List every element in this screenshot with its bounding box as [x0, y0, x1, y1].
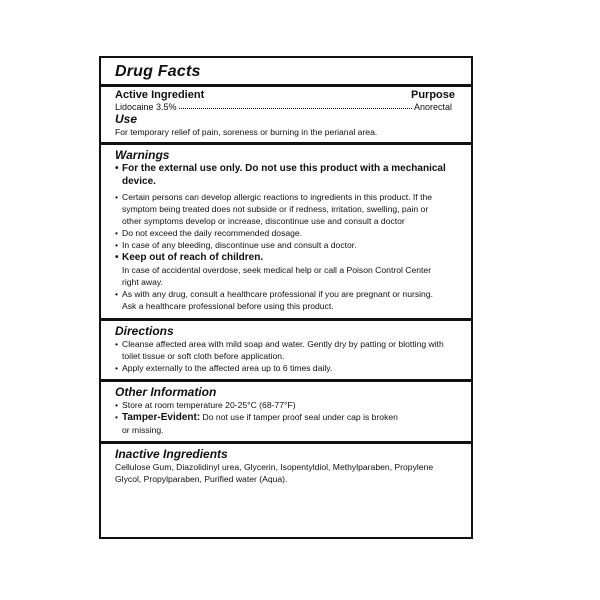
inactive-ingredients-text: [115, 461, 465, 485]
direction-text: Apply externally to the affected area up to 6 times daily.: [122, 363, 333, 373]
section-rule: [101, 318, 471, 321]
ingredient-purpose: Anorectal: [413, 102, 452, 112]
list-item: [115, 162, 465, 188]
section-rule: [101, 142, 471, 145]
list-item: [115, 362, 465, 374]
list-item: [115, 288, 465, 312]
bullet-icon: •: [115, 289, 119, 299]
bullet-icon: •: [115, 363, 119, 373]
warning-text: Do not exceed the daily recommended dosage.: [122, 228, 303, 238]
panel-title: Drug Facts: [115, 63, 201, 80]
warning-text: Keep out of reach of children.: [122, 252, 264, 263]
list-item: [115, 338, 465, 362]
bullet-icon: •: [115, 240, 119, 250]
direction-text: toilet tissue or soft cloth before application.: [122, 351, 285, 361]
warning-text: As with any drug, consult a healthcare professional if you are pregnant or nursing.: [122, 289, 433, 299]
ingredient-name: Lidocaine 3.5%: [115, 102, 177, 112]
warning-text: symptom being treated does not subside or if redness, irritation, swelling, pain or: [122, 204, 429, 214]
inactive-text: Cellulose Gum, Diazolidinyl urea, Glycerin, Isopentyldiol, Methylparaben, Propylene: [115, 462, 434, 472]
bullet-icon: •: [115, 163, 119, 174]
active-ingredient-row: [115, 102, 465, 112]
bullet-icon: •: [115, 400, 119, 410]
inactive-text: Glycol, Propylparaben, Purified water (Aqua).: [115, 474, 288, 484]
bullet-icon: •: [115, 228, 119, 238]
list-item: [115, 227, 465, 239]
warning-text: In case of any bleeding, discontinue use and consult a doctor.: [122, 240, 357, 250]
bullet-icon: •: [115, 339, 119, 349]
drug-facts-panel: [99, 56, 473, 539]
other-info-heading: Other Information: [115, 385, 217, 399]
warning-text: For the external use only. Do not use this product with a mechanical: [122, 163, 446, 174]
use-heading: Use: [115, 112, 138, 126]
section-rule: [101, 379, 471, 382]
other-info-text: Store at room temperature 20-25°C (68-77°F): [122, 400, 296, 410]
title-rule: [101, 84, 471, 87]
warning-text-block: [115, 264, 465, 288]
other-info-text: or missing.: [122, 425, 164, 435]
warning-text: Certain persons can develop allergic reactions to ingredients in this product. If the: [122, 192, 433, 202]
warning-text: other symptoms develop or increase, discontinue use and consult a doctor: [122, 216, 405, 226]
list-item: [115, 399, 465, 411]
other-info-text: Do not use if tamper proof seal under cap is broken: [200, 412, 398, 422]
bullet-icon: •: [115, 412, 119, 422]
warnings-heading: Warnings: [115, 148, 170, 162]
warning-text: device.: [122, 176, 156, 187]
list-item: [115, 239, 465, 251]
tamper-evident-label: Tamper-Evident:: [122, 412, 201, 423]
list-item: [115, 251, 465, 264]
directions-heading: Directions: [115, 324, 174, 338]
list-item: [115, 191, 465, 227]
bullet-icon: •: [115, 192, 119, 202]
warning-text: right away.: [122, 277, 163, 287]
purpose-heading: Purpose: [410, 89, 455, 101]
section-rule: [101, 441, 471, 444]
inactive-ingredients-heading: Inactive Ingredients: [115, 447, 228, 461]
dot-leader: [179, 102, 412, 109]
bullet-icon: •: [115, 252, 119, 263]
warning-text: Ask a healthcare professional before using this product.: [122, 301, 334, 311]
active-header: [115, 89, 465, 101]
list-item: [115, 411, 465, 436]
use-text: For temporary relief of pain, soreness or burning in the perianal area.: [115, 127, 378, 137]
direction-text: Cleanse affected area with mild soap and water. Gently dry by patting or blotting with: [122, 339, 444, 349]
warning-text: In case of accidental overdose, seek medical help or call a Poison Control Center: [122, 265, 432, 275]
active-ingredient-heading: Active Ingredient: [115, 89, 205, 101]
